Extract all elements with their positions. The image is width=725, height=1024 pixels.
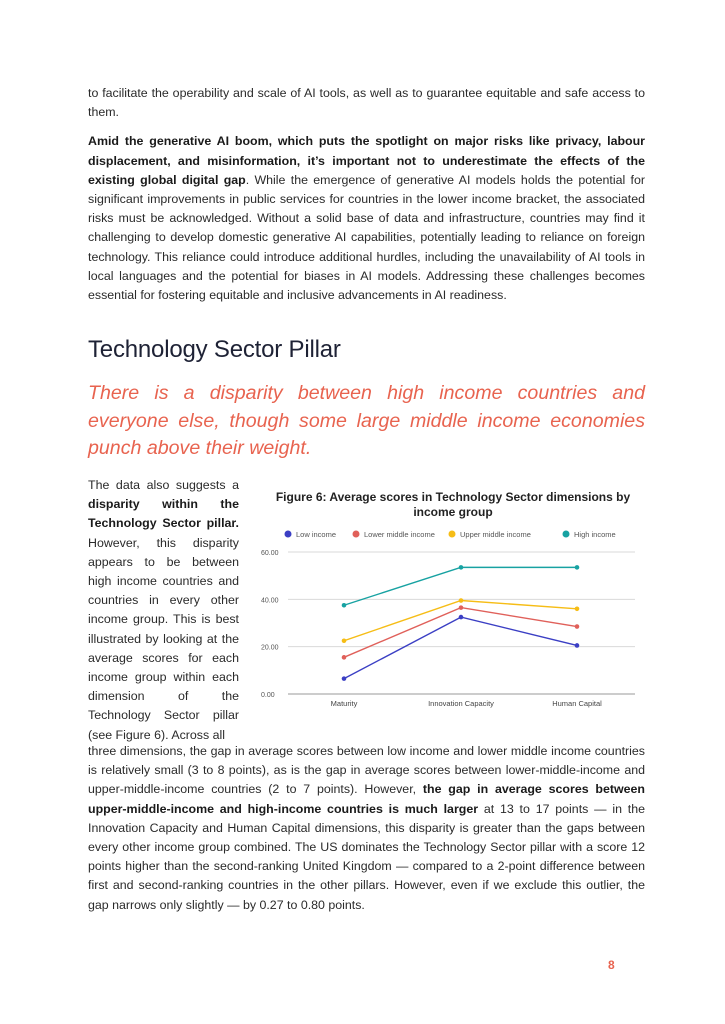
left-bold-1: disparity within the Technology Sector pillar. [88, 497, 239, 531]
section-title: Technology Sector Pillar [88, 336, 341, 363]
y-tick-label: 60.00 [261, 550, 279, 557]
paragraph-3-bold: the gap in average scores between upper-middle-income and high-income countries is much larger [88, 782, 645, 816]
figure-6-chart [258, 484, 648, 714]
left-text-1: The data also suggests a [88, 478, 239, 492]
data-point [342, 676, 347, 681]
series-line [344, 617, 577, 679]
paragraph-3-text-2: at 13 to 17 points — in the Innovation Capacity and Human Capital dimensions, this disparity is greater than the gaps between every other income group combined. The US dominates the Technology Sector pillar with a score 12 points higher than the second-ranking United Kingdom — compared to a 2-point difference between first and second-ranking countries in the other pillars. However, even if we exclude this outlier, the gap narrows only slightly — by 0.27 to 0.80 points. [88, 801, 645, 912]
y-tick-label: 0.00 [261, 692, 275, 699]
data-point [575, 624, 580, 629]
x-tick-label: Maturity [330, 699, 358, 708]
x-tick-label: Innovation Capacity [428, 699, 494, 708]
data-point [342, 655, 347, 660]
page-number: 8 [608, 958, 615, 972]
data-point [459, 605, 464, 610]
y-tick-label: 40.00 [261, 597, 279, 605]
legend-marker [285, 531, 292, 538]
legend-label: Lower middle income [364, 530, 435, 539]
data-point [575, 643, 580, 648]
paragraph-2-rest: . While the emergence of generative AI models holds the potential for significant improvements in public services for countries in the lower income bracket, the associated risks must be acknowledged. Without a solid base of data and infrastructure, countries may find it challenging to develop domestic generative AI capabilities, potentially leading to reliance on foreign technology. This reliance could introduce additional hurdles, including the unavailability of AI tools in local languages and the potential for biases in AI models. Addressing these challenges becomes essential for fostering equitable and inclusive advancements in AI readiness. [88, 172, 645, 303]
paragraph-2-bold: Amid the generative AI boom, which puts the spotlight on major risks like privacy, labour displacement, and misinformation, it’s important not to underestimate the effects of the existing global digital gap [88, 134, 645, 187]
chart-title: Figure 6: Average scores in Technology Sector dimensions by income group [275, 490, 631, 519]
callout-quote: There is a disparity between high income countries and everyone else, though some large middle income economies punch above their weight. [88, 382, 645, 460]
data-point [459, 615, 464, 620]
legend-label: High income [574, 530, 616, 539]
chart-svg [258, 484, 648, 714]
legend-marker [563, 531, 570, 538]
x-tick-label: Human Capital [552, 699, 602, 708]
left-column-text [88, 476, 239, 745]
legend-marker [449, 531, 456, 538]
data-point [575, 607, 580, 612]
legend-marker [353, 531, 360, 538]
paragraph-3 [88, 742, 645, 915]
data-point [342, 638, 347, 643]
y-tick-label: 20.00 [261, 644, 279, 652]
legend-label: Low income [296, 530, 337, 539]
data-point [459, 565, 464, 570]
intro-text [88, 84, 645, 305]
data-point [575, 565, 580, 570]
paragraph-2 [88, 132, 645, 305]
data-point [342, 603, 347, 608]
legend-label: Upper middle income [460, 530, 531, 539]
paragraph-3-text-1: three dimensions, the gap in average scores between low income and lower middle income countries is relatively small (3 to 8 points), as is the gap in average scores between lower-middle-income and upper-middle-income countries (2 to 7 points). However, [88, 744, 645, 797]
data-point [459, 598, 464, 603]
left-text-2: However, this disparity appears to be between high income countries and countries in every other income group. This is best illustrated by looking at the average scores for each income group within each dimension of the Technology Sector pillar (see Figure 6). Across all [88, 535, 239, 742]
paragraph-1: to facilitate the operability and scale of AI tools, as well as to guarantee equitable and safe access to them. [88, 86, 645, 120]
continuation-text [88, 742, 645, 915]
